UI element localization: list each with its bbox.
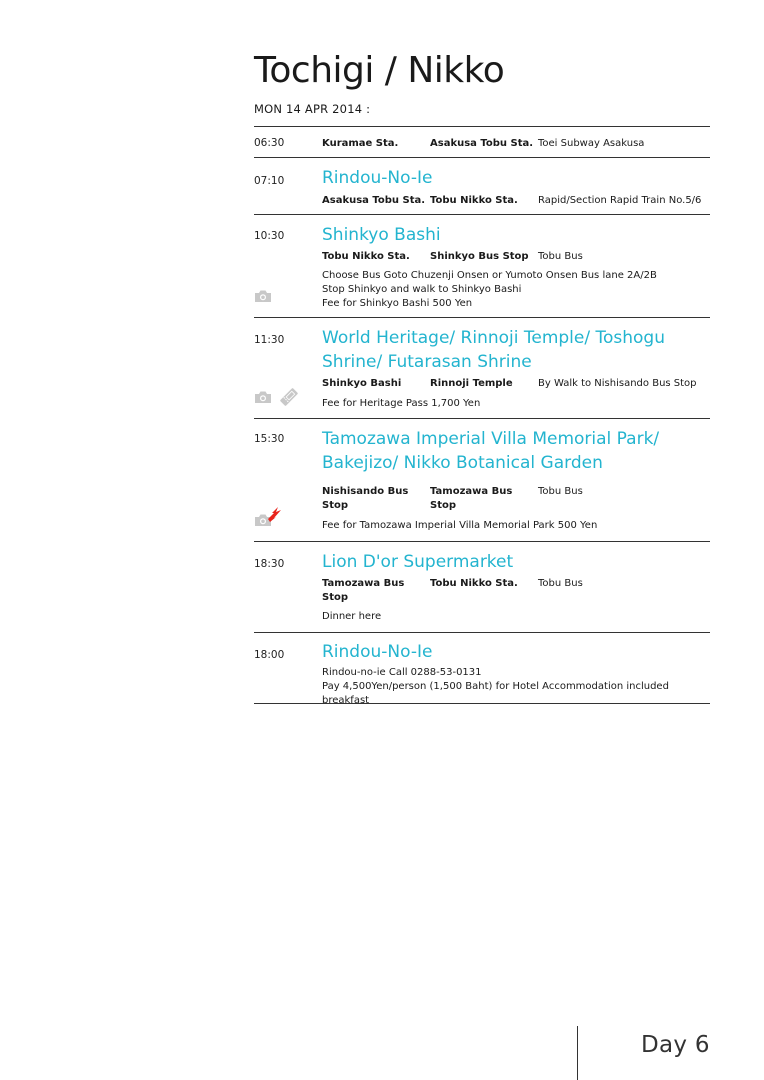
footer-divider	[577, 1026, 578, 1080]
entry-time: 18:00	[254, 649, 285, 661]
route-to: Tobu Nikko Sta.	[430, 195, 518, 206]
route-from: Shinkyo Bashi	[322, 378, 402, 389]
route-via: Tobu Bus	[538, 486, 583, 497]
place-title: Shinkyo Bashi	[322, 225, 441, 245]
entry-time: 10:30	[254, 230, 285, 242]
route-from: Stop	[322, 500, 349, 511]
route-to: Rinnoji Temple	[430, 378, 513, 389]
route-row	[322, 577, 710, 605]
place-title: World Heritage/ Rinnoji Temple/ Toshogu	[322, 328, 665, 348]
entry-time: 11:30	[254, 334, 285, 346]
route-via: Tobu Bus	[538, 251, 583, 262]
place-title: Shrine/ Futarasan Shrine	[322, 352, 532, 372]
entry-time: 07:10	[254, 175, 285, 187]
itinerary-entry	[254, 215, 710, 318]
fire-camera-icon	[254, 505, 284, 527]
route-from: Stop	[322, 592, 349, 603]
route-via: Tobu Bus	[538, 578, 583, 589]
route-to: Tobu Nikko Sta.	[430, 578, 518, 589]
route-from: Tamozawa Bus	[322, 578, 405, 589]
route-to: Asakusa Tobu Sta.	[430, 138, 534, 149]
entry-note: Choose Bus Goto Chuzenji Onsen or Yumoto Onsen Bus lane 2A/2B	[322, 270, 657, 281]
place-title: Rindou-No-Ie	[322, 642, 433, 662]
route-from: Tobu Nikko Sta.	[322, 251, 410, 262]
day-label: Day 6	[641, 1032, 710, 1058]
camera-icon	[254, 289, 272, 303]
entry-note: Fee for Heritage Pass 1,700 Yen	[322, 398, 481, 409]
route-via: Rapid/Section Rapid Train No.5/6	[538, 195, 702, 206]
entry-note: Fee for Shinkyo Bashi 500 Yen	[322, 298, 473, 309]
route-from: Nishisando Bus	[322, 486, 409, 497]
entry-note: Fee for Tamozawa Imperial Villa Memorial Park 500 Yen	[322, 520, 598, 531]
itinerary-entry	[254, 158, 710, 215]
route-to: Stop	[430, 500, 457, 511]
entry-time: 18:30	[254, 558, 285, 570]
entry-note: Stop Shinkyo and walk to Shinkyo Bashi	[322, 284, 522, 295]
camera-icon	[254, 390, 272, 408]
place-title: Bakejizo/ Nikko Botanical Garden	[322, 453, 603, 473]
route-row	[322, 137, 710, 151]
page-title: Tochigi / Nikko	[254, 50, 505, 91]
entry-note: Dinner here	[322, 611, 382, 622]
itinerary-entry	[254, 419, 710, 542]
entry-time: 15:30	[254, 433, 285, 445]
entry-note: Pay 4,500Yen/person (1,500 Baht) for Hotel Accommodation included breakfast	[322, 681, 669, 706]
itinerary-page	[254, 48, 710, 704]
date-label: MON 14 APR 2014 :	[254, 102, 371, 116]
itinerary-entry	[254, 633, 710, 704]
route-via: By Walk to Nishisando Bus Stop	[538, 378, 697, 389]
entry-note: Rindou-no-ie Call 0288-53-0131	[322, 667, 482, 678]
place-title: Lion D'or Supermarket	[322, 552, 514, 572]
ticket-icon	[278, 386, 300, 408]
itinerary-entry	[254, 542, 710, 633]
route-from: Kuramae Sta.	[322, 138, 399, 149]
place-title: Rindou-No-Ie	[322, 168, 433, 188]
route-row	[322, 485, 710, 513]
route-from: Asakusa Tobu Sta.	[322, 195, 426, 206]
route-via: Toei Subway Asakusa	[538, 138, 645, 149]
route-to: Tamozawa Bus	[430, 486, 513, 497]
route-to: Shinkyo Bus Stop	[430, 251, 529, 262]
route-row	[322, 250, 710, 264]
entry-time: 06:30	[254, 137, 285, 149]
route-row	[322, 377, 710, 391]
route-row	[322, 194, 710, 208]
itinerary-entry	[254, 318, 710, 419]
place-title: Tamozawa Imperial Villa Memorial Park/	[322, 429, 660, 449]
itinerary-entry	[254, 127, 710, 158]
